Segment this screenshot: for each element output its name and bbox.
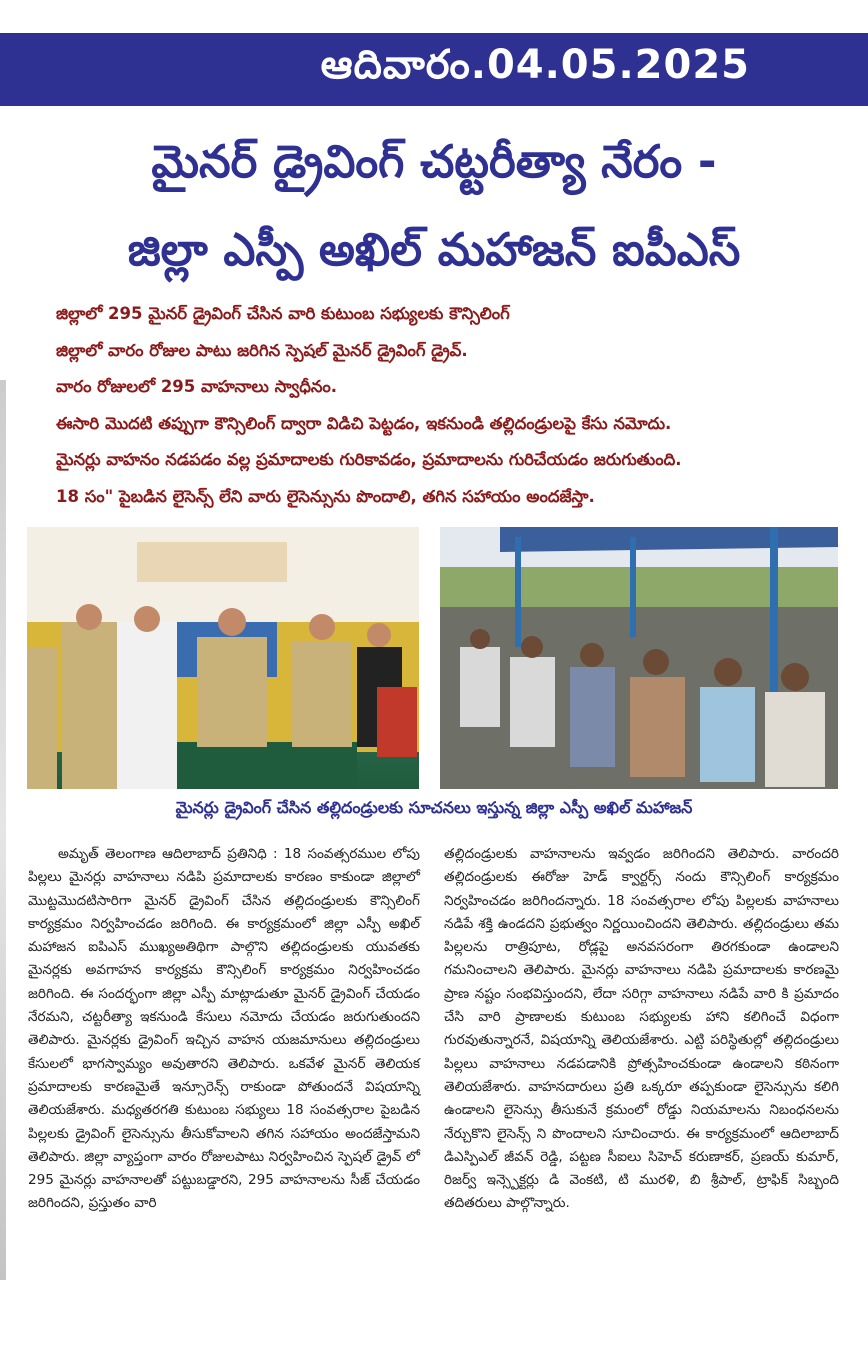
- article-column-right: తల్లిదండ్రులకు వాహనాలను ఇవ్వడం జరిగిందని తెలిపారు. వారందరి తల్లిదండ్రులకు ఈరోజు హెడ్ క్వార్టర్స్ నందు కౌన్సిలింగ్ కార్యక్రమం నిర్వహించడం జరిగిందన్నారు. 18 సంవత్సరాల లోపు పిల్లలకు వాహనాలు నడిపే శక్తి ఉండదని ప్రభుత్వం నిర్ణయించిందని తెలిపారు. తల్లిదండ్రులు తమ పిల్లలను రాత్రిపూట, రోడ్లపై అనవసరంగా తిరగకుండా ఉండాలని గమనించాలని తెలిపారు. మైనర్లు వాహనాలు నడిపి ప్రమాదాలకు కారణమై ప్రాణ నష్టం సంభవిస్తుందని, లేదా సరిగ్గా వాహనాలు నడిపే వారి కి ప్రమాదం చేసి వారి ప్రాణాలకు కుటుంబ సభ్యులకు హాని కలిగించే విధంగా గురవుతున్నారనే, విషయాన్ని తెలియజేశారు. ఎట్టి పరిస్థితుల్లో తల్లిదండ్రులు పిల్లలు వాహనాలు నడపడానికి ప్రోత్సహించకుండా ఉండాలని కఠినంగా తెలియజేశారు. వాహనదారులు ప్రతి ఒక్కరూ తప్పకుండా లైసెన్సును కలిగి ఉండాలని లైసెన్సు తీసుకునే క్రమంలో రోడ్డు నియమాలను నిబంధనలను నేర్చుకొని లైసెన్స్ ని పొందాలని సూచించారు. ఈ కార్యక్రమంలో ఆదిలాబాద్ డిఎస్పిఎల్ జీవన్ రెడ్డి, పట్టణ సీఐలు సిహెచ్ కరుణాకర్, ప్రణయ్ కుమార్, రిజర్వ్ ఇన్స్పెక్టర్లు డి వెంకటి, టి మురళి, బి శ్రీపాల్, ట్రాఫిక్ సిబ్బంది తదితరులు పాల్గొన్నారు.: [444, 846, 839, 1212]
- highlight-item: వారం రోజులలో 295 వాహనాలు స్వాధీనం.: [56, 377, 338, 396]
- photo-audience-illustration: [440, 527, 838, 789]
- photo-sp-addressing-illustration: [27, 527, 419, 789]
- date-text: ఆదివారం.04.05.2025: [320, 41, 750, 88]
- photo-sp-addressing: [27, 527, 419, 789]
- headline: [0, 118, 868, 294]
- highlight-item: జిల్లాలో 295 మైనర్ డ్రైవింగ్ చేసిన వారి కుటుంబ సభ్యులకు కౌన్సిలింగ్: [56, 304, 510, 323]
- highlight-item: 18 సం" పైబడిన లైసెన్స్ లేని వారు లైసెన్సును పొందాలి, తగిన సహాయం అందజేస్తా.: [56, 486, 595, 506]
- adjacent-page-edge: [0, 380, 6, 1280]
- highlights-list: [56, 296, 856, 515]
- headline-line-1: మైనర్ డ్రైవింగ్ చట్టరీత్యా నేరం -: [151, 135, 717, 188]
- photo-audience: [440, 527, 838, 789]
- highlight-item: జిల్లాలో వారం రోజుల పాటు జరిగిన స్పెషల్ మైనర్ డ్రైవింగ్ డ్రైవ్.: [56, 340, 468, 360]
- highlight-item: ఈసారి మొదటి తప్పుగా కౌన్సిలింగ్ ద్వారా విడిచి పెట్టడం, ఇకనుండి తల్లిదండ్రులపై కేసు నమోదు.: [56, 413, 672, 433]
- headline-line-2: జిల్లా ఎస్పీ అఖిల్ మహాజన్ ఐపీఎస్: [127, 223, 741, 276]
- photo-caption: మైనర్లు డ్రైవింగ్ చేసిన తల్లిదండ్రులకు సూచనలు ఇస్తున్న జిల్లా ఎస్పీ అఖిల్ మహాజన్: [175, 798, 693, 817]
- date-banner: [0, 33, 868, 106]
- highlight-item: మైనర్లు వాహనం నడపడం వల్ల ప్రమాదాలకు గురికావడం, ప్రమాదాలను గురిచేయడం జరుగుతుంది.: [56, 450, 682, 469]
- article-column-left: అమృత్ తెలంగాణ ఆదిలాబాద్ ప్రతినిధి : 18 సంవత్సరముల లోపు పిల్లలు మైనర్లు వాహనాలు నడిపి ప్రమాదాలకు కారణం కాకుండా జిల్లాలో మొట్టమొదటిసారిగా మైనర్ డ్రైవింగ్ చేసిన తల్లిదండ్రులకు కౌన్సిలింగ్ కార్యక్రమం నిర్వహించడం జరిగింది. ఈ కార్యక్రమంలో జిల్లా ఎస్పీ అఖిల్ మహాజన ఐపిఎస్ ముఖ్యఅతిథిగా పాల్గొని తల్లిదండ్రులకు యువతకు మైనర్లకు అవగాహన కార్యక్రమ కౌన్సిలింగ్ కార్యక్రమం నిర్వహించడం జరిగింది. ఈ సందర్భంగా జిల్లా ఎస్పీ మాట్లాడుతూ మైనర్ డ్రైవింగ్ చేయడం నేరమని, చట్టరీత్యా ఇకనుండి కేసులు నమోదు చేయడం జరుగుతుందని తెలిపారు. మైనర్లకు డ్రైవింగ్ ఇచ్చిన వాహన యజమానులు తల్లిదండ్రులు కేసులలో భాగస్వామ్యం అవుతారని తెలిపారు. ఒకవేళ మైనర్ తెలియక ప్రమాదాలకు కారణమైతే ఇన్సూరెన్స్ రాకుండా పోతుందనే విషయాన్ని తెలియజేశారు. మధ్యతరగతి కుటుంబ సభ్యులు 18 సంవత్సరాల పైబడిన పిల్లలకు డ్రైవింగ్ లైసెన్సును తీసుకోవాలని తగిన సహాయం అందజేస్తామని తెలిపారు. జిల్లా వ్యాప్తంగా వారం రోజులపాటు నిర్వహించిన స్పెషల్ డ్రైవ్ లో 295 మైనర్లు వాహనాలతో పట్టుబడ్డారని, 295 వాహనాలను సీజ్ చేయడం జరిగిందని, ప్రస్తుతం వారి: [28, 846, 420, 1212]
